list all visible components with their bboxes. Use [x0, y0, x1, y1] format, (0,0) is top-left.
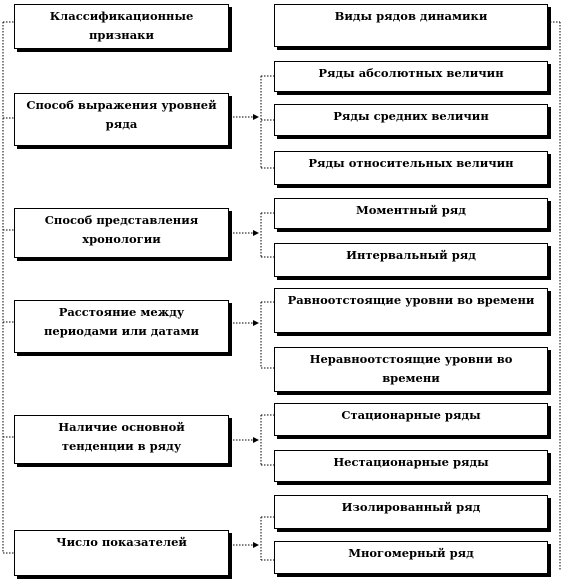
type-nonstationary: Нестационарные ряды	[274, 450, 548, 482]
type-average-values: Ряды средних величин	[274, 104, 548, 136]
type-multidimensional-series: Многомерный ряд	[274, 541, 548, 574]
type-equally-spaced: Равноотстоящие уровни во времени	[274, 288, 548, 333]
criterion-main-trend: Наличие основной тенденции в ряду	[14, 415, 229, 464]
type-unequally-spaced: Неравноотстоящие уровни во времени	[274, 347, 548, 392]
criterion-chronology: Способ представления хронологии	[14, 208, 229, 258]
type-interval-series: Интервальный ряд	[274, 243, 548, 277]
criterion-period-spacing: Расстояние между периодами или датами	[14, 300, 229, 353]
type-moment-series: Моментный ряд	[274, 198, 548, 229]
type-relative-values: Ряды относительных величин	[274, 151, 548, 185]
types-header: Виды рядов динамики	[274, 4, 548, 47]
type-isolated-series: Изолированный ряд	[274, 495, 548, 529]
criteria-header: Классификационные признаки	[14, 4, 229, 49]
criterion-level-expression: Способ выражения уровней ряда	[14, 93, 229, 146]
type-stationary: Стационарные ряды	[274, 403, 548, 436]
criterion-indicator-count: Число показателей	[14, 530, 229, 576]
type-absolute-values: Ряды абсолютных величин	[274, 61, 548, 92]
